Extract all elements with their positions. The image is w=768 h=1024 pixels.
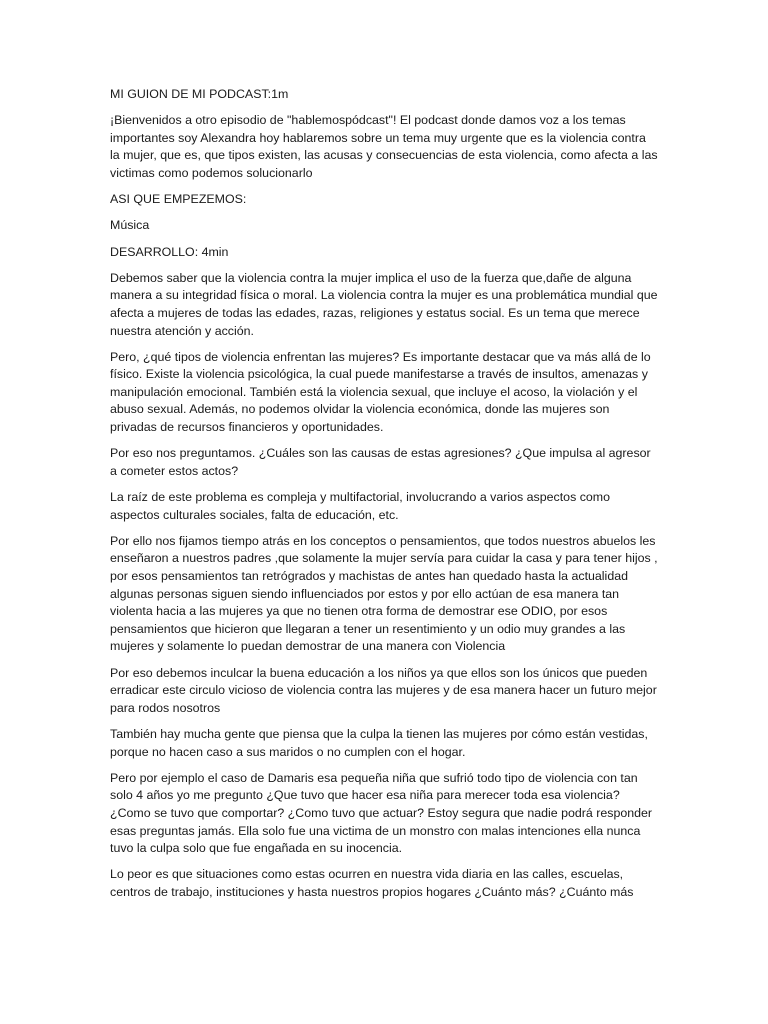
body-paragraph: Debemos saber que la violencia contra la mujer implica el uso de la fuerza que,dañe de alguna manera a su integridad física o moral. La violencia contra la mujer es una problemática mundial que afecta a mujeres de todas las edades, razas, religiones y estatus social. Es un tema que merece nuestra atención y acción. [110, 270, 658, 338]
body-paragraph: Por eso nos preguntamos. ¿Cuáles son las causas de estas agresiones? ¿Que impulsa al agresor a cometer estos actos? [110, 446, 651, 478]
intro-paragraph: ¡Bienvenidos a otro episodio de "hablemospódcast"! El podcast donde damos voz a los temas importantes soy Alexandra hoy hablaremos sobre un tema muy urgente que es la violencia contra la mujer, que es, que tipos existen, las acusas y consecuencias de esta violencia, como afecta a las victimas como podemos solucionarlo [110, 113, 658, 180]
body-paragraph: Pero, ¿qué tipos de violencia enfrentan las mujeres? Es importante destacar que va más allá de lo físico. Existe la violencia psicológica, la cual puede manifestarse a través de insultos, amenazas y manipulación emocional. También está la violencia sexual, que incluye el acoso, la violación y el abuso sexual. Además, no podemos olvidar la violencia económica, donde las mujeres son privadas de recursos financieros y oportunidades. [110, 349, 651, 435]
body-paragraph: La raíz de este problema es compleja y multifactorial, involucrando a varios aspectos como aspectos culturales sociales, falta de educación, etc. [110, 490, 610, 522]
body-paragraph: Por eso debemos inculcar la buena educación a los niños ya que ellos son los únicos que pueden erradicar este circulo vicioso de violencia contra las mujeres y de esa manera hacer un futuro mejor para rodos nosotros [110, 665, 657, 715]
section-heading-start: ASI QUE EMPEZEMOS: [110, 192, 247, 207]
body-paragraph: Lo peor es que situaciones como estas ocurren en nuestra vida diaria en las calles, escuelas, centros de trabajo, instituciones y hasta nuestros propios hogares ¿Cuánto más? ¿Cuánto más [110, 867, 634, 899]
body-paragraph: También hay mucha gente que piensa que la culpa la tienen las mujeres por cómo están vestidas, porque no hacen caso a sus maridos o no cumplen con el hogar. [110, 726, 648, 759]
body-paragraph: Pero por ejemplo el caso de Damaris esa pequeña niña que sufrió todo tipo de violencia con tan solo 4 años yo me pregunto ¿Que tuvo que hacer esa niña para merecer toda esa violencia? ¿Como se tuvo que comportar? ¿Como tuvo que actuar? Estoy segura que nadie podrá responder esas preguntas jamás. Ella solo fue una victima de un monstro con malas intenciones ella nunca tuvo la culpa solo que fue engañada en su inocencia. [110, 770, 653, 856]
section-heading-development: DESARROLLO: 4min [110, 244, 229, 259]
document-title: MI GUION DE MI PODCAST:1m [110, 87, 289, 101]
music-cue: Música [110, 218, 150, 233]
body-paragraph: Por ello nos fijamos tiempo atrás en los conceptos o pensamientos, que todos nuestros abuelos les enseñaron a nuestros padres ,que solamente la mujer servía para cuidar la casa y para tener hijos , por esos pensamientos tan retrógrados y machistas de antes han quedado hasta la actualidad algunas personas siguen siendo influenciados por estos y por ello actúan de esa manera tan violenta hacia a las mujeres ya que no tienen otra forma de demostrar ese ODIO, por esos pensamientos que hicieron que llegaran a tener un resentimiento y un odio muy grandes a las mujeres y solamente lo puedan demostrar de una manera con Violencia [110, 533, 658, 654]
document-body [110, 86, 658, 910]
